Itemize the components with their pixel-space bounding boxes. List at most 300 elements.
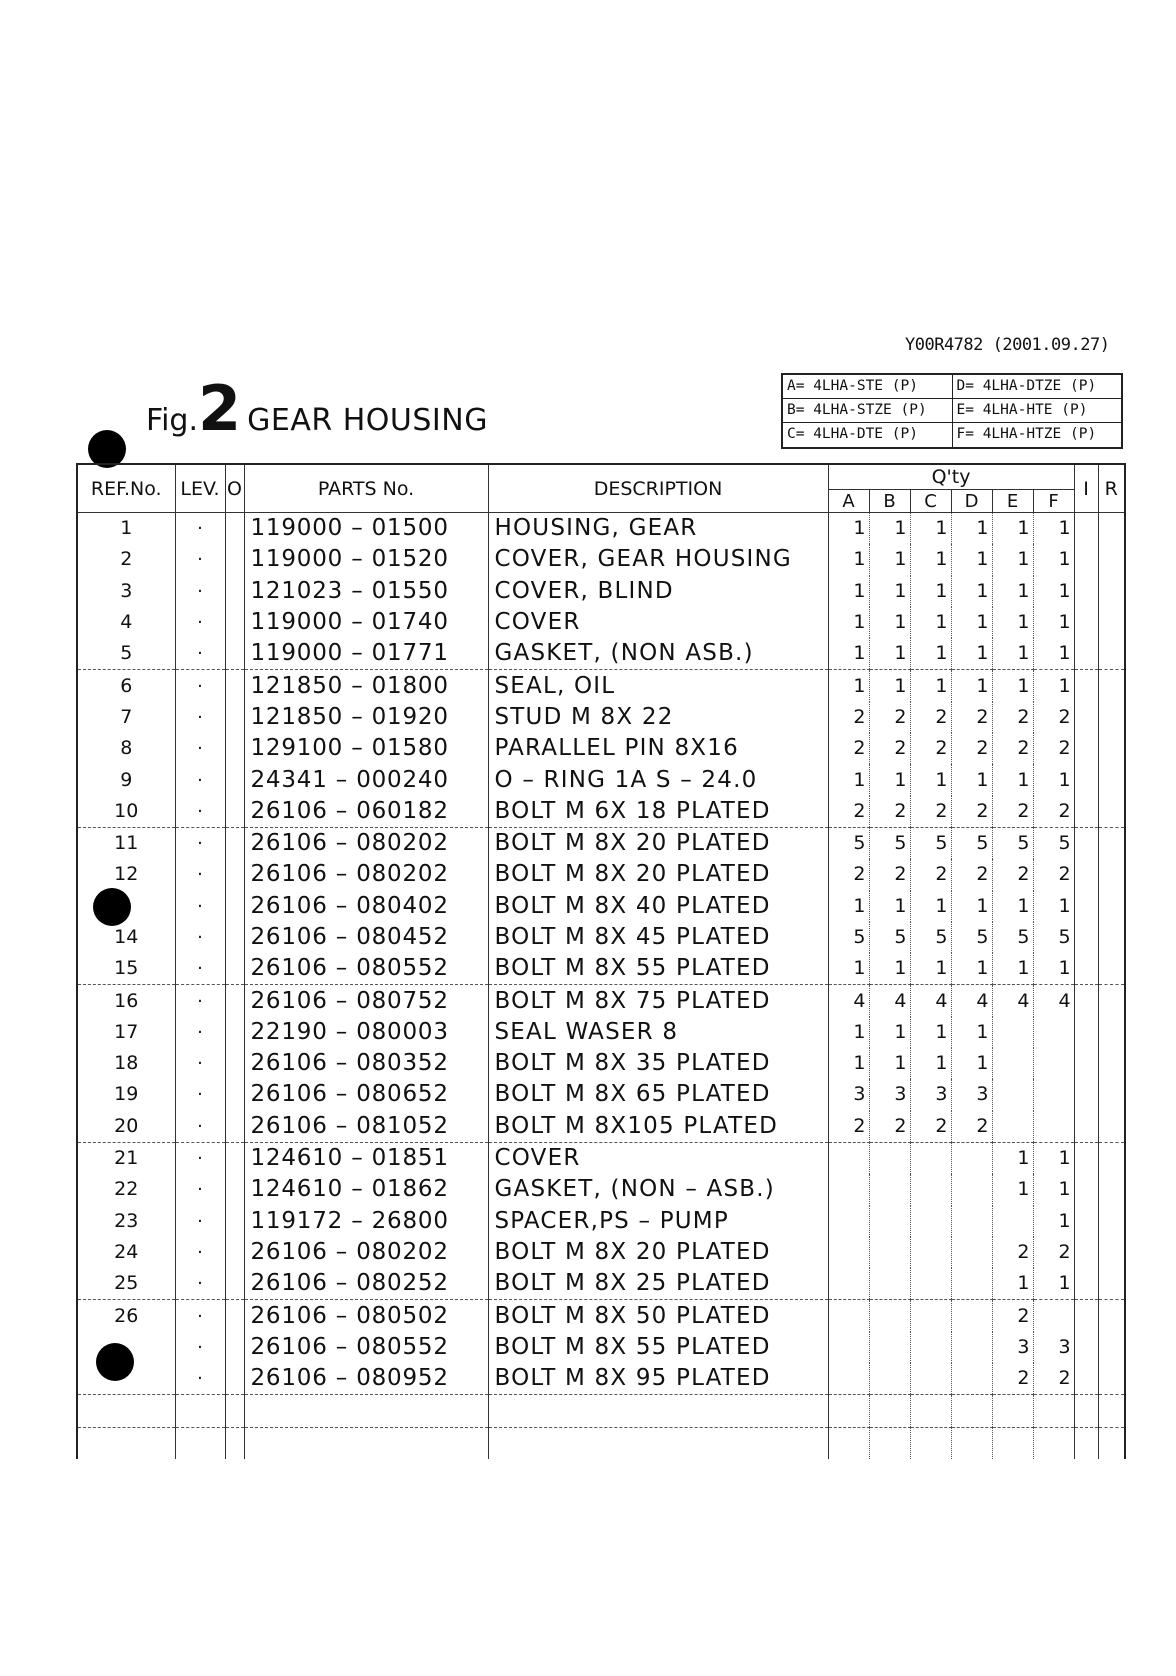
qty-b-cell: 2 [869,1111,910,1143]
description-cell: BOLT M 8X 20 PLATED [488,827,828,859]
r-cell [1098,513,1125,545]
i-cell [1074,1332,1098,1363]
col-qty-header: Q'ty [828,464,1074,490]
i-cell [1074,891,1098,922]
table-row [77,1048,1125,1079]
qty-e-cell: 1 [992,670,1033,702]
i-cell [1074,576,1098,607]
qty-e-cell: 5 [992,922,1033,953]
ref-no-cell [77,1363,175,1395]
qty-b-cell [869,1237,910,1268]
qty-c-cell: 1 [910,764,951,795]
level-cell: · [175,922,225,953]
qty-b-cell [869,1268,910,1300]
qty-d-cell: 1 [951,891,992,922]
table-row [77,953,1125,985]
level-cell: · [175,796,225,828]
qty-f-cell [1033,1079,1074,1110]
qty-f-cell: 3 [1033,1332,1074,1363]
level-cell: · [175,1206,225,1237]
qty-a-cell [828,1268,869,1300]
table-row [77,1017,1125,1048]
qty-a-cell: 1 [828,544,869,575]
part-number-cell: 26106 – 080202 [244,827,488,859]
table-row [77,638,1125,670]
qty-d-cell: 4 [951,985,992,1017]
description-cell: BOLT M 8X 20 PLATED [488,859,828,890]
qty-e-cell: 2 [992,1363,1033,1395]
qty-d-cell [951,1268,992,1300]
qty-d-cell [951,1174,992,1205]
qty-a-cell: 4 [828,985,869,1017]
description-cell: BOLT M 8X 35 PLATED [488,1048,828,1079]
qty-a-cell: 1 [828,670,869,702]
part-number-cell: 121850 – 01920 [244,702,488,733]
qty-a-cell: 5 [828,922,869,953]
i-cell [1074,1363,1098,1395]
level-cell: · [175,1268,225,1300]
description-cell: BOLT M 8X 40 PLATED [488,891,828,922]
table-row [77,513,1125,545]
qty-e-cell: 1 [992,1268,1033,1300]
qty-f-cell: 5 [1033,827,1074,859]
description-cell: SEAL WASER 8 [488,1017,828,1048]
qty-f-cell: 1 [1033,544,1074,575]
qty-e-cell: 1 [992,576,1033,607]
level-cell: · [175,670,225,702]
qty-a-cell: 1 [828,638,869,670]
description-cell: BOLT M 8X105 PLATED [488,1111,828,1143]
part-number-cell: 119000 – 01771 [244,638,488,670]
qty-d-cell: 1 [951,513,992,545]
i-cell [1074,702,1098,733]
qty-f-cell [1033,1048,1074,1079]
ref-no-cell: 17 [77,1017,175,1048]
qty-a-cell: 1 [828,607,869,638]
part-number-cell: 26106 – 080752 [244,985,488,1017]
i-cell [1074,638,1098,670]
table-row [77,1268,1125,1300]
r-cell [1098,1206,1125,1237]
table-row [77,796,1125,828]
qty-b-cell: 1 [869,670,910,702]
qty-c-cell: 1 [910,513,951,545]
qty-c-cell [910,1332,951,1363]
qty-c-cell [910,1363,951,1395]
ref-no-cell: 5 [77,638,175,670]
qty-d-cell: 1 [951,953,992,985]
o-cell [225,1268,244,1300]
qty-c-cell: 2 [910,733,951,764]
i-cell [1074,1206,1098,1237]
parts-table [76,463,1126,1459]
description-cell: STUD M 8X 22 [488,702,828,733]
level-cell: · [175,733,225,764]
ref-no-cell [77,891,175,922]
qty-c-cell: 5 [910,922,951,953]
col-lev-header: LEV. [175,464,225,513]
table-row [77,891,1125,922]
o-cell [225,922,244,953]
qty-b-cell: 1 [869,1048,910,1079]
parts-table-body [77,513,1125,1395]
qty-d-cell: 1 [951,764,992,795]
i-cell [1074,1268,1098,1300]
qty-f-cell: 2 [1033,702,1074,733]
level-cell: · [175,1111,225,1143]
col-r-header: R [1098,464,1125,513]
description-cell: BOLT M 8X 75 PLATED [488,985,828,1017]
qty-a-cell [828,1237,869,1268]
model-legend [781,373,1123,449]
qty-a-cell: 2 [828,859,869,890]
part-number-cell: 22190 – 080003 [244,1017,488,1048]
qty-a-cell: 1 [828,1048,869,1079]
description-cell: COVER, GEAR HOUSING [488,544,828,575]
part-number-cell: 26106 – 080952 [244,1363,488,1395]
qty-f-cell: 1 [1033,1268,1074,1300]
r-cell [1098,953,1125,985]
table-row [77,1237,1125,1268]
level-cell: · [175,859,225,890]
part-number-cell: 26106 – 060182 [244,796,488,828]
legend-row [783,375,1121,399]
qty-f-cell: 2 [1033,859,1074,890]
i-cell [1074,1300,1098,1332]
part-number-cell: 124610 – 01851 [244,1142,488,1174]
legend-model-b: B= 4LHA-STZE (P) [787,402,927,418]
level-cell: · [175,953,225,985]
o-cell [225,1017,244,1048]
o-cell [225,859,244,890]
part-number-cell: 26106 – 080502 [244,1300,488,1332]
i-cell [1074,513,1098,545]
i-cell [1074,1142,1098,1174]
qty-col-e: E [992,490,1033,513]
qty-b-cell: 1 [869,576,910,607]
qty-e-cell: 2 [992,1237,1033,1268]
qty-b-cell [869,1142,910,1174]
i-cell [1074,796,1098,828]
qty-d-cell [951,1363,992,1395]
qty-e-cell: 2 [992,702,1033,733]
table-row [77,702,1125,733]
qty-f-cell: 2 [1033,1363,1074,1395]
part-number-cell: 119172 – 26800 [244,1206,488,1237]
qty-a-cell: 5 [828,827,869,859]
table-row [77,576,1125,607]
o-cell [225,513,244,545]
o-cell [225,1048,244,1079]
table-row [77,922,1125,953]
qty-a-cell: 1 [828,513,869,545]
level-cell: · [175,1048,225,1079]
part-number-cell: 26106 – 080552 [244,953,488,985]
ref-no-cell: 21 [77,1142,175,1174]
qty-b-cell [869,1332,910,1363]
o-cell [225,953,244,985]
ref-no-cell: 19 [77,1079,175,1110]
document-id: Y00R4782 (2001.09.27) [905,335,1110,355]
o-cell [225,1206,244,1237]
qty-col-d: D [951,490,992,513]
table-row [77,1363,1125,1395]
r-cell [1098,1048,1125,1079]
ref-no-cell: 6 [77,670,175,702]
qty-col-b: B [869,490,910,513]
o-cell [225,670,244,702]
qty-c-cell: 2 [910,859,951,890]
qty-b-cell [869,1206,910,1237]
qty-b-cell: 1 [869,1017,910,1048]
qty-b-cell: 1 [869,891,910,922]
i-cell [1074,953,1098,985]
table-row [77,733,1125,764]
qty-e-cell: 1 [992,544,1033,575]
qty-c-cell: 4 [910,985,951,1017]
qty-a-cell: 1 [828,953,869,985]
qty-a-cell: 2 [828,702,869,733]
qty-e-cell [992,1079,1033,1110]
legend-row [783,423,1121,447]
qty-e-cell: 2 [992,859,1033,890]
qty-c-cell [910,1268,951,1300]
qty-d-cell [951,1237,992,1268]
qty-b-cell [869,1174,910,1205]
r-cell [1098,922,1125,953]
qty-f-cell: 1 [1033,607,1074,638]
o-cell [225,985,244,1017]
qty-b-cell: 1 [869,544,910,575]
qty-d-cell: 3 [951,1079,992,1110]
ref-no-cell: 2 [77,544,175,575]
level-cell: · [175,1017,225,1048]
qty-f-cell: 2 [1033,1237,1074,1268]
qty-b-cell: 1 [869,513,910,545]
qty-f-cell: 1 [1033,953,1074,985]
qty-c-cell: 1 [910,638,951,670]
r-cell [1098,827,1125,859]
qty-f-cell [1033,1111,1074,1143]
r-cell [1098,544,1125,575]
o-cell [225,1142,244,1174]
qty-c-cell: 2 [910,1111,951,1143]
r-cell [1098,702,1125,733]
qty-c-cell [910,1174,951,1205]
i-cell [1074,544,1098,575]
qty-a-cell: 2 [828,733,869,764]
ref-no-cell: 18 [77,1048,175,1079]
level-cell: · [175,1174,225,1205]
qty-f-cell: 1 [1033,638,1074,670]
qty-c-cell: 1 [910,1017,951,1048]
part-number-cell: 26106 – 080252 [244,1268,488,1300]
qty-f-cell: 1 [1033,576,1074,607]
level-cell: · [175,638,225,670]
r-cell [1098,1237,1125,1268]
qty-col-f: F [1033,490,1074,513]
description-cell: GASKET, (NON ASB.) [488,638,828,670]
description-cell: PARALLEL PIN 8X16 [488,733,828,764]
i-cell [1074,764,1098,795]
r-cell [1098,1079,1125,1110]
ref-no-cell: 12 [77,859,175,890]
description-cell: HOUSING, GEAR [488,513,828,545]
table-row [77,1300,1125,1332]
part-number-cell: 129100 – 01580 [244,733,488,764]
qty-a-cell: 1 [828,891,869,922]
qty-b-cell: 1 [869,638,910,670]
description-cell: BOLT M 8X 65 PLATED [488,1079,828,1110]
part-number-cell: 26106 – 081052 [244,1111,488,1143]
ref-no-cell: 25 [77,1268,175,1300]
description-cell: COVER [488,1142,828,1174]
ref-no-cell: 16 [77,985,175,1017]
qty-e-cell: 4 [992,985,1033,1017]
r-cell [1098,1111,1125,1143]
i-cell [1074,859,1098,890]
qty-d-cell: 2 [951,796,992,828]
qty-d-cell [951,1332,992,1363]
qty-d-cell: 2 [951,702,992,733]
part-number-cell: 26106 – 080452 [244,922,488,953]
qty-f-cell: 2 [1033,796,1074,828]
figure-prefix: Fig. [146,403,198,438]
o-cell [225,544,244,575]
qty-c-cell: 2 [910,796,951,828]
qty-d-cell: 1 [951,1017,992,1048]
table-header-row [77,464,1125,490]
qty-a-cell [828,1142,869,1174]
ref-no-cell: 22 [77,1174,175,1205]
o-cell [225,1079,244,1110]
legend-row [783,399,1121,423]
qty-e-cell [992,1206,1033,1237]
part-number-cell: 26106 – 080202 [244,859,488,890]
table-row [77,827,1125,859]
ref-no-cell: 14 [77,922,175,953]
ref-no-cell: 10 [77,796,175,828]
qty-c-cell [910,1237,951,1268]
part-number-cell: 119000 – 01520 [244,544,488,575]
r-cell [1098,1174,1125,1205]
part-number-cell: 24341 – 000240 [244,764,488,795]
col-ref-header: REF.No. [77,464,175,513]
col-i-header: I [1074,464,1098,513]
r-cell [1098,796,1125,828]
qty-c-cell: 3 [910,1079,951,1110]
part-number-cell: 26106 – 080202 [244,1237,488,1268]
qty-d-cell: 1 [951,1048,992,1079]
r-cell [1098,985,1125,1017]
qty-d-cell [951,1300,992,1332]
description-cell: GASKET, (NON – ASB.) [488,1174,828,1205]
qty-b-cell: 2 [869,733,910,764]
o-cell [225,1363,244,1395]
table-row [77,1332,1125,1363]
i-cell [1074,827,1098,859]
level-cell: · [175,1079,225,1110]
qty-c-cell: 1 [910,607,951,638]
part-number-cell: 26106 – 080352 [244,1048,488,1079]
part-number-cell: 121023 – 01550 [244,576,488,607]
level-cell: · [175,544,225,575]
table-row [77,1142,1125,1174]
qty-a-cell: 2 [828,796,869,828]
i-cell [1074,922,1098,953]
ref-no-cell: 23 [77,1206,175,1237]
qty-a-cell [828,1174,869,1205]
description-cell: COVER, BLIND [488,576,828,607]
legend-model-e: E= 4LHA-HTE (P) [952,399,1122,422]
description-cell: SEAL, OIL [488,670,828,702]
qty-e-cell: 1 [992,764,1033,795]
qty-e-cell: 5 [992,827,1033,859]
r-cell [1098,576,1125,607]
level-cell: · [175,827,225,859]
description-cell: BOLT M 8X 55 PLATED [488,953,828,985]
r-cell [1098,1017,1125,1048]
table-row [77,1206,1125,1237]
i-cell [1074,670,1098,702]
legend-model-f: F= 4LHA-HTZE (P) [952,423,1122,447]
qty-b-cell: 1 [869,764,910,795]
description-cell: BOLT M 6X 18 PLATED [488,796,828,828]
i-cell [1074,1111,1098,1143]
table-row [77,1174,1125,1205]
table-row [77,985,1125,1017]
qty-b-cell: 2 [869,796,910,828]
qty-b-cell: 2 [869,859,910,890]
part-number-cell: 119000 – 01500 [244,513,488,545]
qty-f-cell: 1 [1033,764,1074,795]
r-cell [1098,1300,1125,1332]
level-cell: · [175,764,225,795]
ref-no-cell: 11 [77,827,175,859]
qty-a-cell: 1 [828,1017,869,1048]
qty-f-cell: 1 [1033,513,1074,545]
qty-e-cell: 1 [992,953,1033,985]
o-cell [225,702,244,733]
qty-f-cell [1033,1017,1074,1048]
ref-no-cell: 24 [77,1237,175,1268]
level-cell: · [175,1332,225,1363]
level-cell: · [175,1237,225,1268]
qty-c-cell: 1 [910,670,951,702]
level-cell: · [175,1142,225,1174]
qty-e-cell [992,1111,1033,1143]
ref-no-cell: 26 [77,1300,175,1332]
qty-f-cell: 4 [1033,985,1074,1017]
qty-c-cell: 1 [910,576,951,607]
qty-c-cell: 1 [910,544,951,575]
qty-col-a: A [828,490,869,513]
qty-e-cell: 2 [992,796,1033,828]
o-cell [225,1300,244,1332]
level-cell: · [175,891,225,922]
level-cell: · [175,1363,225,1395]
description-cell: SPACER,PS – PUMP [488,1206,828,1237]
figure-number: 2 [198,372,240,445]
qty-f-cell: 1 [1033,670,1074,702]
legend-model-d: D= 4LHA-DTZE (P) [952,375,1122,398]
o-cell [225,638,244,670]
qty-c-cell: 1 [910,891,951,922]
qty-c-cell: 5 [910,827,951,859]
table-row [77,544,1125,575]
i-cell [1074,607,1098,638]
qty-b-cell: 2 [869,702,910,733]
